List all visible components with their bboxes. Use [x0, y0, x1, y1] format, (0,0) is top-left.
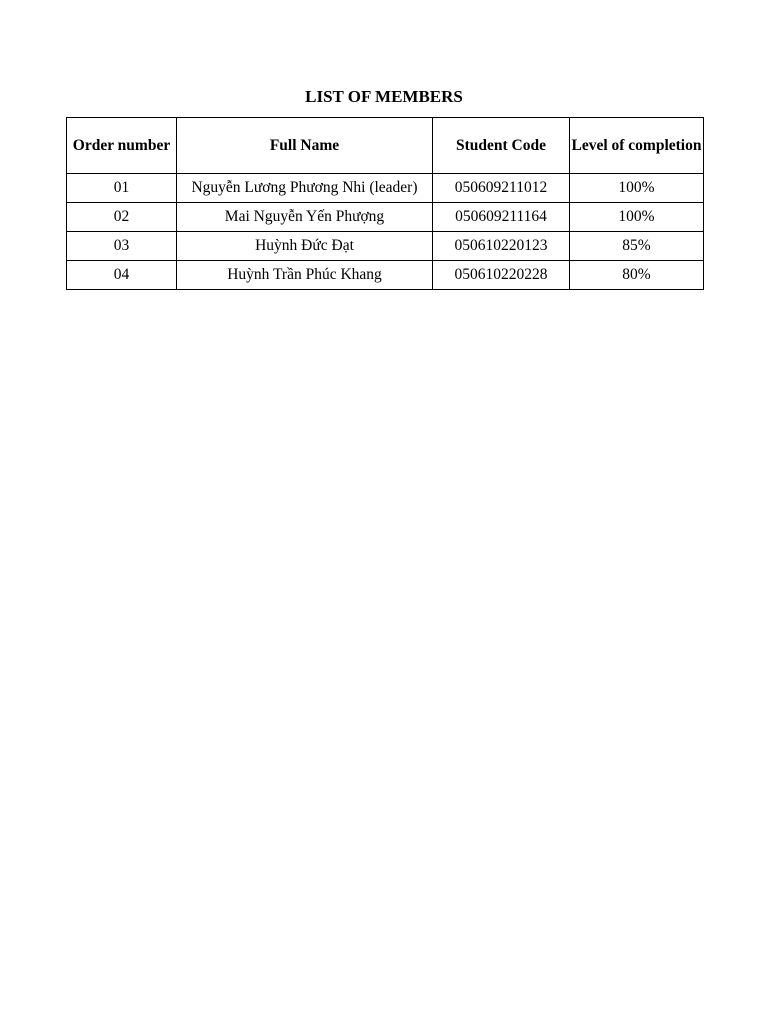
cell-completion: 100% — [570, 203, 704, 232]
table-row — [67, 232, 704, 261]
header-order-number: Order number — [67, 118, 177, 174]
table-header-row — [67, 118, 704, 174]
page-title: LIST OF MEMBERS — [305, 87, 463, 106]
cell-student-code: 050610220228 — [433, 261, 570, 290]
header-full-name: Full Name — [177, 118, 433, 174]
cell-student-code: 050609211012 — [433, 174, 570, 203]
header-student-code: Student Code — [433, 118, 570, 174]
table-row — [67, 174, 704, 203]
cell-student-code: 050609211164 — [433, 203, 570, 232]
cell-student-code: 050610220123 — [433, 232, 570, 261]
cell-completion: 85% — [570, 232, 704, 261]
table-row — [67, 261, 704, 290]
table-row — [67, 203, 704, 232]
cell-order-number: 03 — [67, 232, 177, 261]
cell-full-name: Nguyễn Lương Phương Nhi (leader) — [177, 174, 433, 203]
cell-full-name: Mai Nguyễn Yến Phượng — [177, 203, 433, 232]
cell-order-number: 04 — [67, 261, 177, 290]
cell-completion: 100% — [570, 174, 704, 203]
cell-full-name: Huỳnh Trần Phúc Khang — [177, 261, 433, 290]
members-table — [66, 117, 704, 290]
cell-full-name: Huỳnh Đức Đạt — [177, 232, 433, 261]
cell-completion: 80% — [570, 261, 704, 290]
header-level-of-completion: Level of completion — [570, 118, 704, 174]
cell-order-number: 02 — [67, 203, 177, 232]
cell-order-number: 01 — [67, 174, 177, 203]
